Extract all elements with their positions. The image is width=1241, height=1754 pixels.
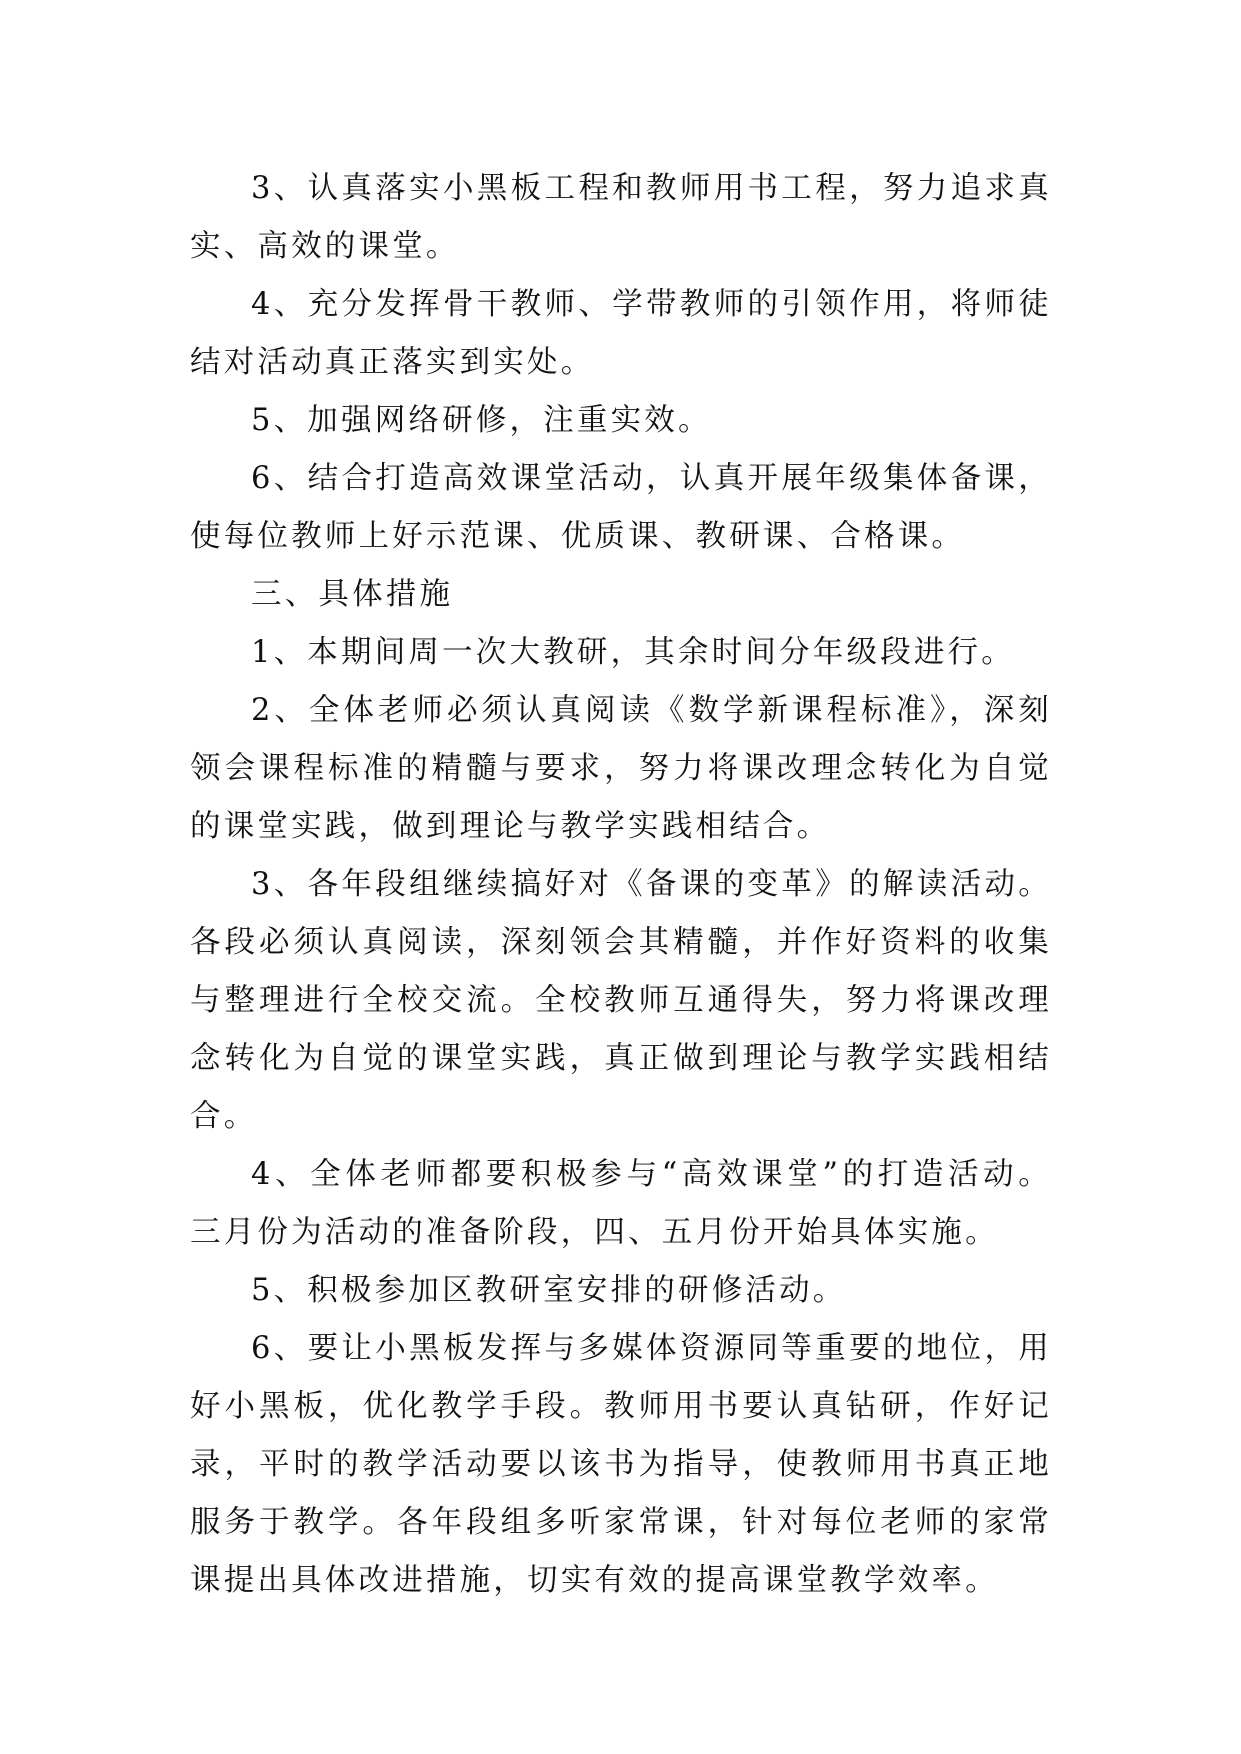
document-body xyxy=(190,160,1052,1610)
measure-item-3: 3、各年段组继续搞好对《备课的变革》的解读活动。各段必须认真阅读，深刻领会其精髓，并作好资料的收集与整理进行全校交流。全校教师互通得失，努力将课改理念转化为自觉的课堂实践，真正做到理论与教学实践相结合。 xyxy=(190,867,1052,1134)
measure-item-1: 1、本期间周一次大教研，其余时间分年级段进行。 xyxy=(251,635,1016,670)
measure-item-6: 6、要让小黑板发挥与多媒体资源同等重要的地位，用好小黑板，优化教学手段。教师用书要认真钻研，作好记录，平时的教学活动要以该书为指导，使教师用书真正地服务于教学。各年段组多听家常课，针对每位老师的家常课提出具体改进措施，切实有效的提高课堂教学效率。 xyxy=(190,1331,1052,1598)
paragraph-item-6: 6、结合打造高效课堂活动，认真开展年级集体备课，使每位教师上好示范课、优质课、教研课、合格课。 xyxy=(190,461,1052,554)
paragraph-item-3: 3、认真落实小黑板工程和教师用书工程，努力追求真实、高效的课堂。 xyxy=(190,171,1052,264)
measure-item-4: 4、全体老师都要积极参与“高效课堂”的打造活动。三月份为活动的准备阶段，四、五月份开始具体实施。 xyxy=(190,1157,1052,1250)
paragraph-item-5: 5、加强网络研修，注重实效。 xyxy=(251,403,712,438)
measure-item-2: 2、全体老师必须认真阅读《数学新课程标准》，深刻领会课程标准的精髓与要求，努力将课改理念转化为自觉的课堂实践，做到理论与教学实践相结合。 xyxy=(190,693,1052,844)
paragraph-item-4: 4、充分发挥骨干教师、学带教师的引领作用，将师徒结对活动真正落实到实处。 xyxy=(190,287,1052,380)
section-heading-measures: 三、具体措施 xyxy=(251,577,454,612)
measure-item-5: 5、积极参加区教研室安排的研修活动。 xyxy=(251,1273,847,1308)
